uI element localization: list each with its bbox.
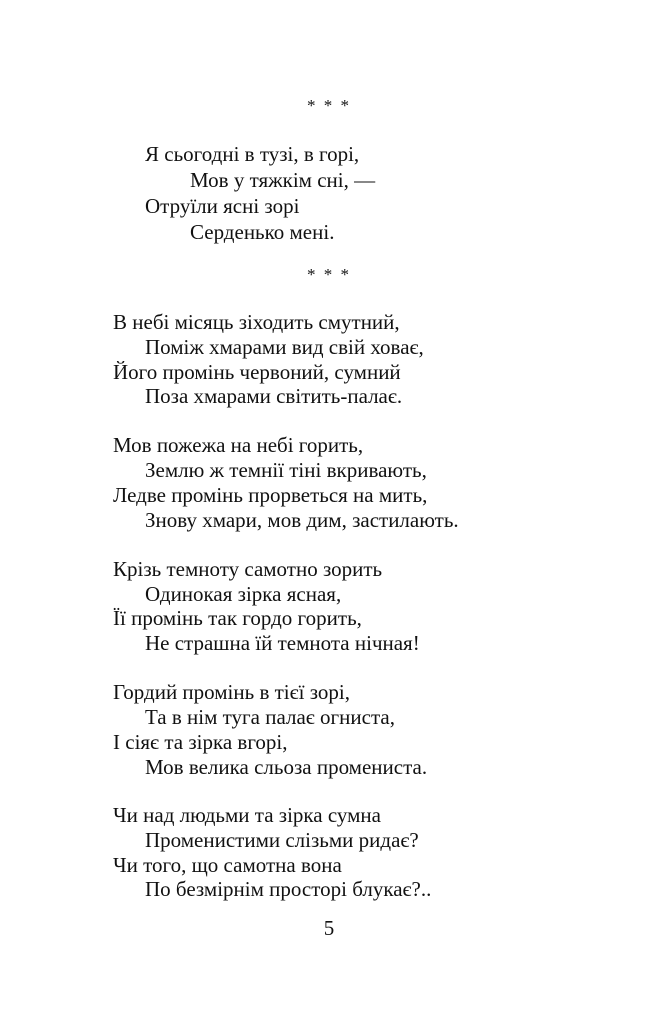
verse-line: І сіяє та зірка вгорі, [113, 730, 288, 754]
section-separator: * * * [307, 96, 351, 115]
verse-line: Отруїли ясні зорі [145, 194, 300, 218]
section-separator: * * * [307, 265, 351, 284]
verse-line: Поміж хмарами вид свій ховає, [145, 335, 424, 359]
verse-line: Чи над людьми та зірка сумна [113, 803, 381, 827]
verse-line: Ледве промінь прорветься на мить, [113, 483, 428, 507]
verse-line: Променистими слізьми ридає? [145, 828, 419, 852]
verse-line: Її промінь так гордо горить, [113, 606, 362, 630]
verse-line: Мов велика сльоза промениста. [145, 755, 428, 779]
verse-line: Поза хмарами світить-палає. [145, 384, 403, 408]
verse-line: В небі місяць зіходить смутний, [113, 310, 400, 334]
verse-line: Мов пожежа на небі горить, [113, 433, 364, 457]
verse-line: Мов у тяжкім сні, — [190, 168, 376, 192]
verse-line: Не страшна їй темнота нічная! [145, 631, 420, 655]
verse-line: Знову хмари, мов дим, застилають. [145, 508, 459, 532]
verse-line: Та в нім туга палає огниста, [145, 705, 395, 729]
verse-line: По безмірнім просторі блукає?.. [145, 877, 432, 901]
verse-line: Я сьогодні в тузі, в горі, [145, 142, 360, 166]
verse-line: Землю ж темнії тіні вкривають, [145, 458, 427, 482]
verse-line: Серденько мені. [190, 220, 335, 244]
verse-line: Гордий промінь в тієї зорі, [113, 680, 350, 704]
verse-line: Чи того, що самотна вона [113, 853, 342, 877]
verse-line: Його промінь червоний, сумний [113, 360, 401, 384]
page-number: 5 [323, 916, 335, 940]
verse-line: Одинокая зірка ясная, [145, 582, 342, 606]
verse-line: Крізь темноту самотно зорить [113, 557, 383, 581]
